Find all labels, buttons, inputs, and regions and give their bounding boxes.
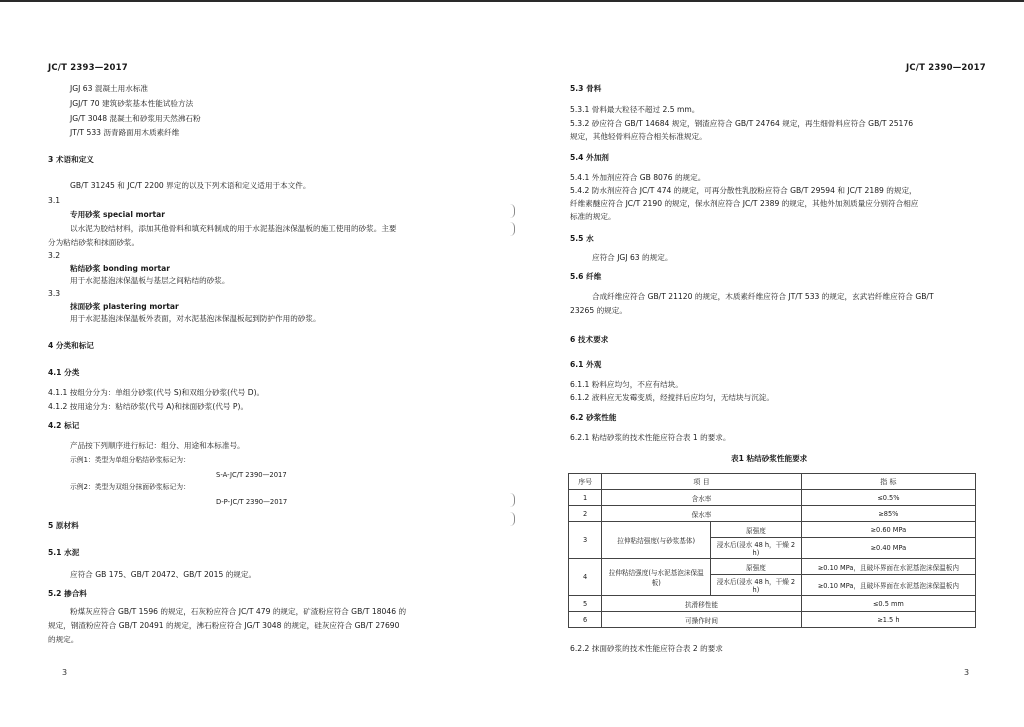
subsection-heading: 4.1 分类 (48, 368, 80, 377)
scan-top-edge (0, 0, 1024, 2)
table-cell: ≥0.60 MPa (801, 522, 975, 538)
clause: 5.4.2 防水剂应符合 JC/T 474 的规定，可再分散性乳胶粉应符合 GB/T 29594 和 JC/T 2189 的规定， (570, 186, 917, 195)
table-header-row (569, 474, 976, 490)
subsection-heading: 6.1 外观 (570, 360, 602, 369)
section-heading: 3 术语和定义 (48, 155, 94, 164)
subsection-heading: 5.3 骨料 (570, 84, 602, 93)
subsection-heading: 6.2 砂浆性能 (570, 413, 617, 422)
subsection-heading: 5.5 水 (570, 234, 594, 243)
term-definition: 用于水泥基泡沫保温板与基层之间粘结的砂浆。 (70, 276, 230, 285)
table-cell: 5 (569, 596, 602, 612)
example-label: 示例1：类型为单组分粘结砂浆标记为： (70, 456, 190, 464)
paragraph: 应符合 GB 175、GB/T 20472、GB/T 2015 的规定。 (70, 570, 257, 579)
clause: 6.1.1 粉料应均匀，不应有结块。 (570, 380, 683, 389)
table-cell: 浸水后(浸水 48 h，干燥 2 h) (711, 538, 802, 559)
table-cell: ≤0.5 mm (801, 596, 975, 612)
table-cell: 原强度 (711, 522, 802, 538)
subsection-heading: 5.2 掺合料 (48, 589, 87, 598)
table-cell: 浸水后(浸水 48 h，干燥 2 h) (711, 575, 802, 596)
paragraph: 合成纤维应符合 GB/T 21120 的规定，木质素纤维应符合 JT/T 533 的规定，玄武岩纤维应符合 GB/T (592, 292, 934, 301)
right-page-number: 3 (964, 668, 970, 677)
clause: 6.2.2 抹面砂浆的技术性能应符合表 2 的要求 (570, 644, 723, 653)
paragraph: 规定，钢渣粉应符合 GB/T 20491 的规定，沸石粉应符合 JG/T 3048 的规定，硅灰应符合 GB/T 27690 (48, 621, 400, 630)
table-cell: 拉伸粘结强度(与水泥基泡沫保温板) (602, 559, 711, 596)
example-mark: D-P-JC/T 2390—2017 (216, 498, 288, 506)
table-cell: 可操作时间 (602, 612, 801, 628)
paragraph: 的规定。 (48, 635, 79, 644)
ref-item: JGJ 63 混凝土用水标准 (70, 84, 149, 93)
table-cell: 6 (569, 612, 602, 628)
right-page-header: JC/T 2390—2017 (906, 63, 986, 73)
clause: 5.3.1 骨料最大粒径不超过 2.5 mm。 (570, 105, 700, 114)
table-cell: ≤0.5% (801, 490, 975, 506)
table-row (569, 506, 976, 522)
left-page-number: 3 (62, 668, 68, 677)
ref-item: JG/T 3048 混凝土和砂浆用天然沸石粉 (70, 114, 201, 123)
subsection-heading: 5.6 纤维 (570, 272, 602, 281)
term-definition: 以水泥为胶结材料，添加其他骨料和填充料制成的用于水泥基泡沫保温板的施工使用的砂浆。主要 (70, 224, 397, 233)
section-heading: 5 原材料 (48, 521, 79, 530)
section-heading: 4 分类和标记 (48, 341, 94, 350)
table-cell: 3 (569, 522, 602, 559)
term-definition: 分为粘结砂浆和抹面砂浆。 (48, 238, 140, 247)
clause: 纤维素醚应符合 JC/T 2190 的规定，保水剂应符合 JC/T 2389 的规定，其他外加剂质量应分别符合相应 (570, 199, 919, 208)
table-row (569, 612, 976, 628)
clause: 4.1.2 按用途分为：粘结砂浆(代号 A)和抹面砂浆(代号 P)。 (48, 402, 249, 411)
clause: 标准的规定。 (570, 212, 616, 221)
table-caption: 表1 粘结砂浆性能要求 (731, 454, 808, 463)
table-cell: ≥1.5 h (801, 612, 975, 628)
binding-mark (510, 222, 515, 236)
table-row (569, 596, 976, 612)
table-cell: 含水率 (602, 490, 801, 506)
table-row (569, 490, 976, 506)
table-cell: ≥0.10 MPa，且破坏界面在水泥基泡沫保温板内 (801, 559, 975, 575)
left-page-header: JC/T 2393—2017 (48, 63, 128, 73)
term-number: 3.1 (48, 196, 61, 205)
clause: 4.1.1 按组分分为：单组分砂浆(代号 S)和双组分砂浆(代号 D)。 (48, 388, 265, 397)
table-header: 项 目 (602, 474, 801, 490)
binding-mark (510, 493, 515, 507)
table-cell: ≥0.10 MPa，且破坏界面在水泥基泡沫保温板内 (801, 575, 975, 596)
subsection-heading: 5.1 水泥 (48, 548, 80, 557)
example-label: 示例2：类型为双组分抹面砂浆标记为： (70, 483, 190, 491)
table-cell: 抗滑移性能 (602, 596, 801, 612)
subsection-heading: 5.4 外加剂 (570, 153, 609, 162)
table-cell: ≥85% (801, 506, 975, 522)
spec-table (568, 473, 976, 628)
ref-item: JGJ/T 70 建筑砂浆基本性能试验方法 (70, 99, 194, 108)
table-row (569, 559, 976, 575)
table-header: 指 标 (801, 474, 975, 490)
clause: 规定，其他轻骨料应符合相关标准规定。 (570, 132, 707, 141)
table-header: 序号 (569, 474, 602, 490)
term-number: 3.2 (48, 251, 61, 260)
clause: 5.3.2 砂应符合 GB/T 14684 规定，钢渣应符合 GB/T 24764 规定，再生细骨料应符合 GB/T 25176 (570, 119, 914, 128)
ref-item: JT/T 533 沥青路面用木质素纤维 (70, 128, 180, 137)
term-definition: 用于水泥基泡沫保温板外表面，对水泥基泡沫保温板起到防护作用的砂浆。 (70, 314, 321, 323)
table-cell: 2 (569, 506, 602, 522)
subsection-heading: 4.2 标记 (48, 421, 80, 430)
term-number: 3.3 (48, 289, 61, 298)
section-heading: 6 技术要求 (570, 335, 609, 344)
binding-mark (510, 512, 515, 526)
paragraph: 产品按下列顺序进行标记：组分、用途和本标准号。 (70, 441, 245, 450)
term-title: 粘结砂浆 bonding mortar (70, 264, 170, 273)
paragraph: GB/T 31245 和 JC/T 2200 界定的以及下列术语和定义适用于本文件。 (70, 181, 311, 190)
table-cell: 拉伸粘结强度(与砂浆基体) (602, 522, 711, 559)
clause: 6.2.1 粘结砂浆的技术性能应符合表 1 的要求。 (570, 433, 731, 442)
clause: 6.1.2 液料应无发霉变质，经搅拌后应均匀，无结块与沉淀。 (570, 393, 774, 402)
example-mark: S-A-JC/T 2390—2017 (216, 471, 287, 479)
clause: 5.4.1 外加剂应符合 GB 8076 的规定。 (570, 173, 706, 182)
paragraph: 23265 的规定。 (570, 306, 627, 315)
binding-mark (510, 204, 515, 218)
table-cell: 1 (569, 490, 602, 506)
table-cell: ≥0.40 MPa (801, 538, 975, 559)
table-row (569, 522, 976, 538)
paragraph: 应符合 JGJ 63 的规定。 (592, 253, 673, 262)
paragraph: 粉煤灰应符合 GB/T 1596 的规定，石灰粉应符合 JC/T 479 的规定，矿渣粉应符合 GB/T 18046 的 (70, 607, 407, 616)
term-title: 专用砂浆 special mortar (70, 210, 165, 219)
table-cell: 原强度 (711, 559, 802, 575)
table-cell: 4 (569, 559, 602, 596)
term-title: 抹面砂浆 plastering mortar (70, 302, 179, 311)
table-cell: 保水率 (602, 506, 801, 522)
